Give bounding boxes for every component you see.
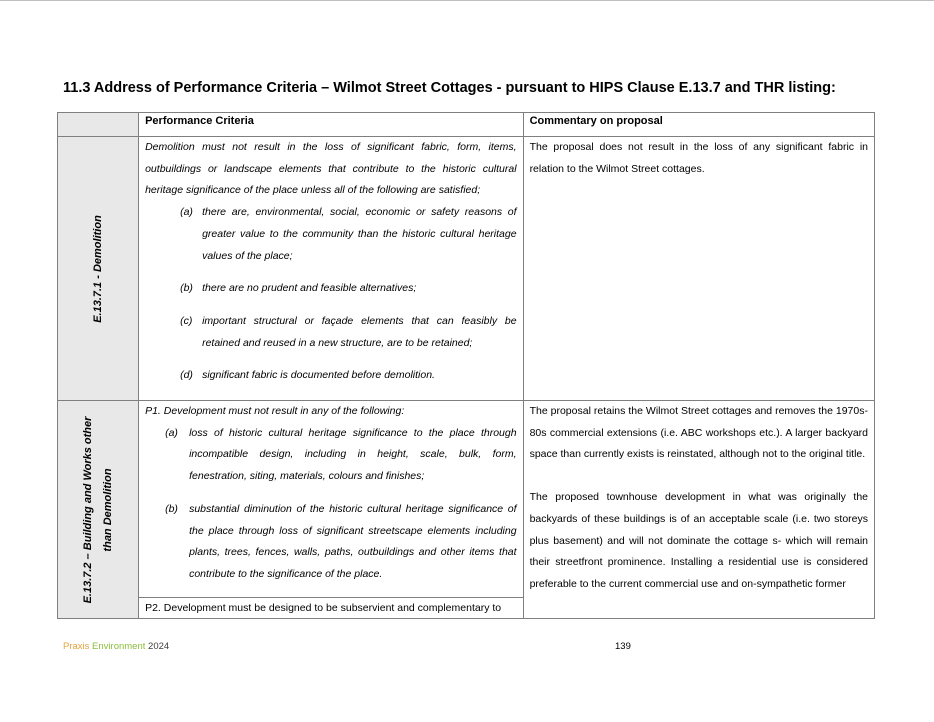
brand-word-environment: Environment — [92, 641, 146, 652]
section-title: 11.3 Address of Performance Criteria – Wilmot Street Cottages - pursuant to HIPS Clause E.13.7 and THR listing: — [63, 80, 836, 96]
commentary-cell — [523, 137, 874, 401]
table-row-building-works — [58, 401, 875, 619]
list-item: (b) there are no prudent and feasible alternatives; — [180, 282, 417, 295]
row-label-cell — [58, 401, 139, 619]
row-label-demolition: E.13.7.1 - Demolition — [92, 214, 105, 323]
footer-year: 2024 — [148, 641, 170, 652]
header-commentary: Commentary on proposal — [523, 113, 874, 137]
criteria-cell — [139, 137, 523, 401]
top-rule — [0, 0, 934, 1]
commentary-cell — [523, 401, 874, 619]
row-label-cell — [58, 137, 139, 401]
header-performance-criteria: Performance Criteria — [139, 113, 523, 137]
table-header-row — [58, 113, 875, 137]
criteria-p1: P1. Development must not result in any of the following: — [145, 405, 405, 417]
list-item: (a) there are, environmental, social, economic or safety reasons of greater value to the community than the historic cultural heritage values of the place; — [180, 206, 517, 262]
criteria-cell — [139, 401, 523, 619]
brand-word-praxis: Praxis — [63, 641, 90, 652]
footer-brand — [63, 641, 169, 652]
list-item: (b) substantial diminution of the historic cultural heritage significance of the place through loss of significant streetscape elements including plants, trees, fences, walls, paths, outbuildings and other items that contribute to the significance of the place. — [165, 502, 517, 580]
row-label-building-works: E.13.7.2 – Building and Works other than Demolition — [82, 416, 115, 603]
page-number: 139 — [615, 641, 631, 652]
list-item: (d) significant fabric is documented before demolition. — [180, 369, 435, 382]
table-row-demolition — [58, 137, 875, 401]
commentary-text: The proposal retains the Wilmot Street cottages and removes the 1970s-80s commercial extensions (i.e. ABC workshops etc.). A larger backyard space than currently exists is reinstated, although not to the original title. — [529, 405, 868, 461]
criteria-table — [57, 112, 875, 619]
list-item: (a) loss of historic cultural heritage significance to the place through incompatible design, including in height, scale, bulk, form, fenestration, siting, materials, colours and finishes; — [165, 426, 517, 483]
commentary-text: The proposed townhouse development in what was originally the backyards of these buildings is of an acceptable scale (i.e. two storeys plus basement) and will not dominate the cottage s- which will remain their streetfront prominence. Installing a residential use is considered preferable to the current commercial use and on-sympathetic former — [529, 491, 868, 590]
header-blank-cell — [58, 113, 139, 137]
criteria-intro: Demolition must not result in the loss of significant fabric, form, items, outbuildings or landscape elements that contribute to the historic cultural heritage significance of the place unless all of the following are satisfied; — [145, 141, 517, 197]
list-item: (c) important structural or façade elements that can feasibly be retained and reused in a new structure, are to be retained; — [180, 314, 517, 349]
criteria-p2: P2. Development must be designed to be subservient and complementary to — [139, 597, 522, 618]
commentary-text: The proposal does not result in the loss of any significant fabric in relation to the Wilmot Street cottages. — [529, 141, 868, 175]
